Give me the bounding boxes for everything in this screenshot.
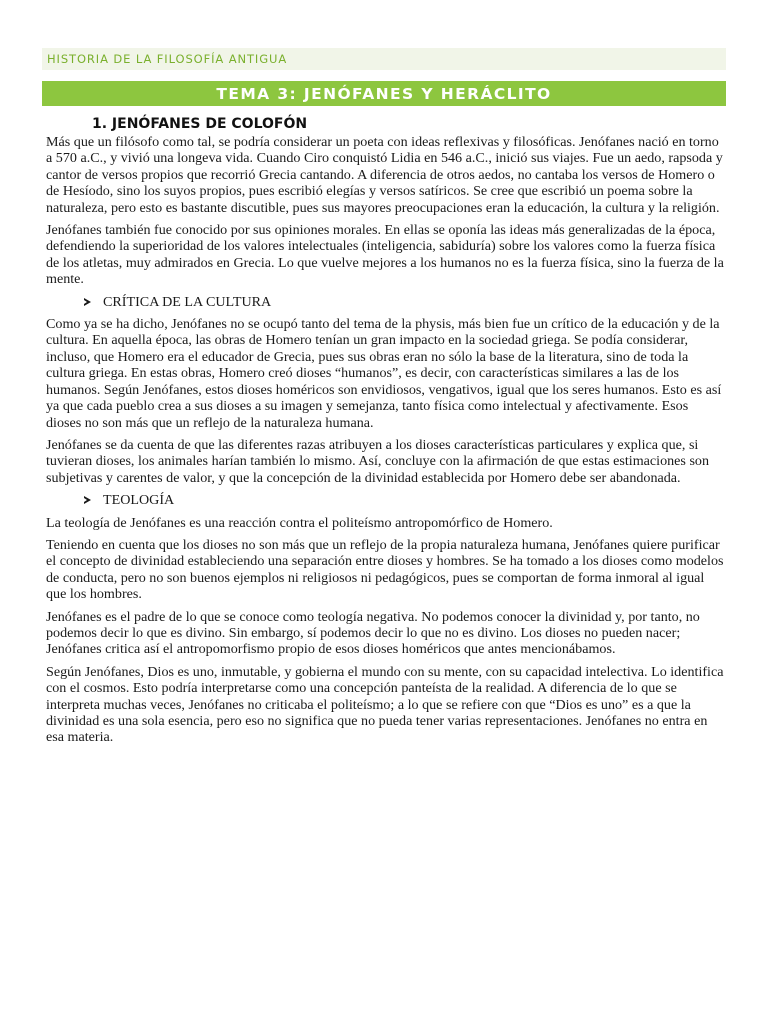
document-page xyxy=(42,48,726,746)
bullet-label: TEOLOGÍA xyxy=(103,492,175,509)
paragraph: Jenófanes es el padre de lo que se conoce como teología negativa. No podemos conocer la divinidad y, por tanto, no podemos decir lo que es divino. Sin embargo, sí podemos decir lo que no es divino. Los dioses no pueden nacer; Jenófanes critica así el antropomorfismo propio de esos dioses homéricos que antes mencionábamos. xyxy=(46,608,700,658)
arrowhead-bullet-icon xyxy=(84,496,91,504)
paragraph: Más que un filósofo como tal, se podría considerar un poeta con ideas reflexivas y filosóficas. Jenófanes nació en torno a 570 a.C., y vivió una longeva vida. Cuando Ciro conquistó Lidia en 546 a.C., inició sus viajes. Fue un aedo, rapsoda y cantor de versos propios que recorrió Grecia cantando. A diferencia de otros aedos, no cantaba los versos de Homero o de Hesíodo, sino los suyos propios, pues escribió elegías y versos satíricos. Se cree que escribió un poema sobre la naturaleza, pero esto es bastante discutible, pues sus mayores preocupaciones eran la educación, la cultura y la religión. xyxy=(46,134,723,216)
bullet-label: CRÍTICA DE LA CULTURA xyxy=(103,293,272,310)
paragraph: Como ya se ha dicho, Jenófanes no se ocupó tanto del tema de la physis, más bien fue un crítico de la educación y de la cultura. En aquella época, las obras de Homero tenían un gran impacto en la sociedad griega. Se podía considerar, incluso, que Homero era el educador de Grecia, pues sus obras eran no sólo la base de la literatura, sino de toda la cultura griega. En estas obras, Homero creó dioses “humanos”, es decir, con características similares a las de los humanos. Según Jenófanes, estos dioses homéricos son envidiosos, vengativos, igual que los seres humanos. Esto es así ya que cada pueblo crea a sus dioses a su imagen y semejanza, tanto física como intelectual y afectivamente. Esos dioses no son más que un reflejo de la naturaleza humana. xyxy=(46,316,722,431)
paragraph: Según Jenófanes, Dios es uno, inmutable, y gobierna el mundo con su mente, con su capacidad intelectiva. Lo identifica con el cosmos. Esto podría interpretarse como una concepción panteísta de la realidad. A diferencia de lo que se interpreta muchas veces, Jenófanes no criticaba el politeísmo; a lo que se refiere con que “Dios es uno” es a que la divinidad es una sola esencia, pero eso no significa que no pueda tener varias representaciones. Jenófanes no entra en esa materia. xyxy=(46,663,724,746)
topic-title-banner xyxy=(42,81,726,106)
paragraph: Jenófanes también fue conocido por sus opiniones morales. En ellas se oponía las ideas más generalizadas de la época, defendiendo la superioridad de los valores intelectuales (inteligencia, sabiduría) sobre los valores como la fuerza física de los atletas, muy admirados en Grecia. Lo que vuelve mejores a los humanos no es la fuerza física, sino la fuerza de la mente. xyxy=(46,222,724,288)
course-title: HISTORIA DE LA FILOSOFÍA ANTIGUA xyxy=(47,52,288,66)
paragraph: Teniendo en cuenta que los dioses no son más que un reflejo de la propia naturaleza humana, Jenófanes quiere purificar el concepto de divinidad estableciendo una separación entre dioses y hombres. Se ha tomado a los dioses como modelos de conducta, pero no son buenos ejemplos ni religiosos ni pedagógicos, pues se comportan de forma inmoral al igual que los hombres. xyxy=(46,536,724,603)
paragraph: Jenófanes se da cuenta de que las diferentes razas atribuyen a los dioses características particulares y explica que, si tuvieran dioses, los animales harían también lo mismo. Así, concluye con la afirmación de que estas estimaciones son subjetivas y carentes de valor, y que la concepción de la divinidad establecida por Homero debe ser abandonada. xyxy=(46,436,710,486)
bullet-heading-teologia xyxy=(42,492,726,508)
course-header xyxy=(42,48,726,70)
topic-title: TEMA 3: JENÓFANES Y HERÁCLITO xyxy=(216,84,552,103)
bullet-heading-critica xyxy=(42,294,726,310)
paragraph: La teología de Jenófanes es una reacción contra el politeísmo antropomórfico de Homero. xyxy=(46,514,553,531)
section-heading: 1. JENÓFANES DE COLOFÓN xyxy=(92,116,308,132)
arrowhead-bullet-icon xyxy=(84,298,91,306)
